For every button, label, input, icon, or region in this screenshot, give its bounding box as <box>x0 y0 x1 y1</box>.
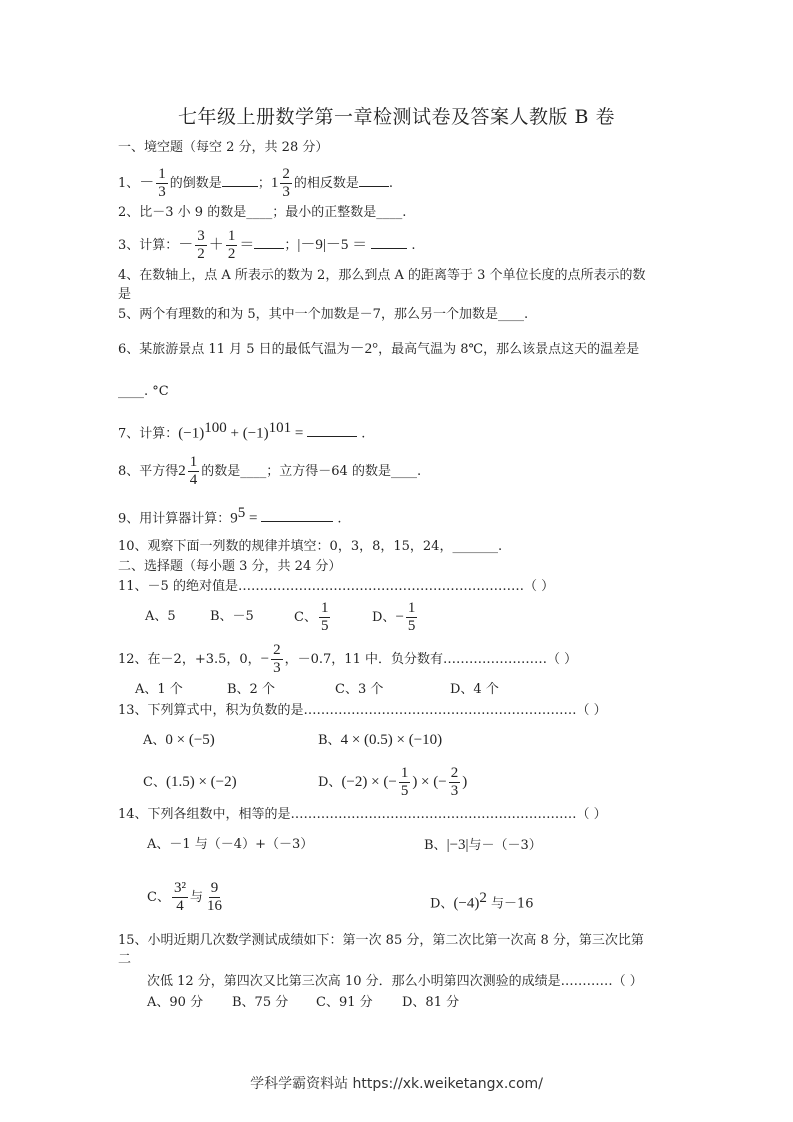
q14-option-a[interactable]: A、－1 与（－4）+（－3） <box>147 837 314 852</box>
q12-option-c[interactable]: C、3 个 <box>335 682 384 697</box>
q15-option-a[interactable]: A、90 分 <box>147 995 204 1010</box>
q13-option-b[interactable]: B、4 × (0.5) × (−10) <box>318 732 443 748</box>
q13-option-a[interactable]: A、0 × (−5) <box>143 732 215 748</box>
question-7: 7、计算：$(-1)^{100} + (-1)^{101}$ = . <box>118 420 366 442</box>
q1-number: 1、 <box>118 176 140 191</box>
question-11: 11、－5 的绝对值是…………………………………………………………（ ） <box>118 579 555 594</box>
q15-option-c[interactable]: C、91 分 <box>316 995 373 1010</box>
question-5: 5、两个有理数的和为 5，其中一个加数是－7，那么另一个加数是____. <box>118 307 529 322</box>
question-8: 8、平方得2 $\frac{1}{4}$ 的数是____；立方得－64 的数是____. <box>118 454 422 488</box>
q12-option-d[interactable]: D、4 个 <box>450 682 499 697</box>
page-title: 七年级上册数学第一章检测试卷及答案人教版 B 卷 <box>177 106 616 128</box>
question-1: 1、－ $\frac{1}{3}$ 的倒数是 ；1 $\frac{2}{3}$ 的相反数是 . <box>118 166 393 200</box>
q15-option-b[interactable]: B、75 分 <box>232 995 289 1010</box>
q12-option-b[interactable]: B、2 个 <box>227 682 275 697</box>
q1-blank-2[interactable] <box>359 174 389 187</box>
question-10: 10、观察下面一列数的规律并填空：0，3，8，15，24，_______. <box>118 539 503 554</box>
q1-text-1: 的倒数是 <box>169 176 222 191</box>
section-header-fill-in: 一、境空题（每空 2 分，共 28 分） <box>118 140 329 155</box>
question-14: 14、下列各组数中，相等的是…………………………………………………………（ ） <box>118 807 607 822</box>
question-15-line-3: 次低 12 分，第四次又比第三次高 10 分．那么小明第四次测验的成绩是…………（ ） <box>147 974 643 989</box>
q1-blank-1[interactable] <box>222 174 258 187</box>
q15-option-d[interactable]: D、81 分 <box>402 995 460 1010</box>
q3-blank-2[interactable] <box>371 236 407 249</box>
question-3: 3、计算：－ $\frac{3}{2}$ ＋ $\frac{1}{2}$ ＝ ；|－9|－5 ＝ . <box>118 228 416 262</box>
section-header-choice: 二、选择题（每小题 3 分，共 24 分） <box>118 559 342 574</box>
q1-text-2: 的相反数是 <box>293 176 359 191</box>
q11-option-c[interactable]: C、 $\frac{1}{5}$ <box>294 600 329 634</box>
footer-watermark: 学科学霸资料站 https://xk.weiketangx.com/ <box>250 1076 543 1092</box>
question-15-line-2: 二 <box>118 952 132 967</box>
q3-fraction-b: $\frac{1}{2}$ <box>227 228 236 262</box>
q12-option-a[interactable]: A、1 个 <box>135 682 183 697</box>
q11-option-d[interactable]: D、− $\frac{1}{5}$ <box>372 600 416 634</box>
q11-option-a[interactable]: A、5 <box>145 609 176 624</box>
question-15-line-1: 15、小明近期几次数学测试成绩如下：第一次 85 分，第二次比第一次高 8 分，第三次比第 <box>118 933 644 948</box>
q1-minus: － <box>139 175 155 191</box>
q14-option-c[interactable]: C、 $\frac{\text{3²}}{4}$ 与 $\frac{9}{16}$ <box>147 880 222 914</box>
q7-blank[interactable] <box>307 424 357 437</box>
question-4-line-1: 4、在数轴上，点 A 所表示的数为 2，那么到点 A 的距离等于 3 个单位长度的点所表示的数 <box>118 268 646 283</box>
question-12: 12、在－2，+3.5，0，− $\frac{2}{3}$ ，－0.7，11 中．负分数有……………………（ ） <box>118 642 578 676</box>
q14-option-b[interactable]: B、|−3|与－（－3） <box>424 837 542 853</box>
q1-whole: 1 <box>270 175 279 191</box>
q11-option-b[interactable]: B、－5 <box>210 609 254 624</box>
question-6-line-1: 6、某旅游景点 11 月 5 日的最低气温为－2°，最高气温为 8℃，那么该景点这天的温差是 <box>118 341 640 357</box>
q3-blank-1[interactable] <box>254 236 284 249</box>
question-4-line-2: 是 <box>118 287 132 302</box>
question-6-line-2: ____. °C <box>118 384 169 399</box>
q8-fraction: $\frac{1}{4}$ <box>189 454 198 488</box>
q9-blank[interactable] <box>261 509 333 522</box>
q1-fraction-2: $\frac{2}{3}$ <box>282 166 290 200</box>
question-9: 9、用计算器计算：$9^5$ = . <box>118 505 342 527</box>
q13-option-d[interactable]: D、(−2) × (− $\frac{1}{5}$ ) × (− $\frac{2}{3}$ ) <box>318 765 468 799</box>
question-13: 13、下列算式中，积为负数的是………………………………………………………（ ） <box>118 703 607 718</box>
q3-abs-expr: |－9|－5 ＝ <box>297 237 368 253</box>
q1-fraction-1: $\frac{1}{3}$ <box>158 166 166 200</box>
question-2: 2、比－3 小 9 的数是____；最小的正整数是____. <box>118 205 407 220</box>
q13-option-c[interactable]: C、(1.5) × (−2) <box>143 774 237 790</box>
q3-fraction-a: $\frac{3}{2}$ <box>197 228 205 262</box>
q6-min-temp: －2° <box>349 341 379 357</box>
q14-option-d[interactable]: D、$(-4)^2$ 与－16 <box>430 890 534 912</box>
